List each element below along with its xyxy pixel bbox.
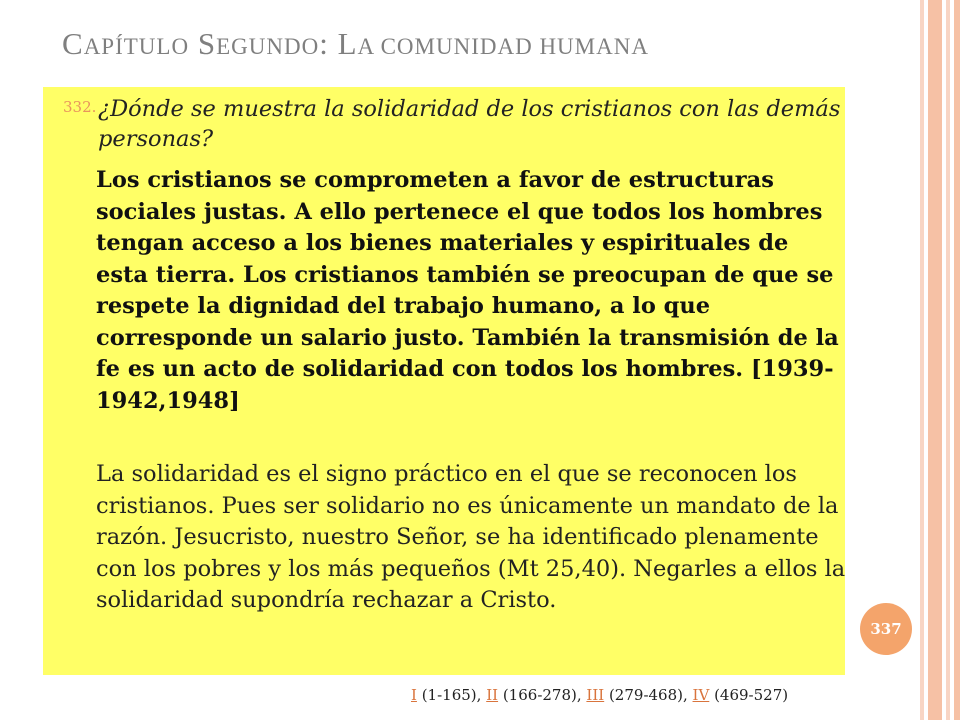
part-range-3: (279-468), — [604, 686, 693, 704]
part-range-4: (469-527) — [709, 686, 789, 704]
answer-text: Los cristianos se comprometen a favor de estructuras sociales justas. A ello pertenece el que todos los hombres tengan acceso a los bienes materiales y espirituales de esta tierra. Los cristianos también se preocupan de que se respete la dignidad del trabajo humano, a lo que corresponde un salario justo. También la transmisión de la fe es un acto de solidaridad con todos los hombres. [1939-1942,1948] — [96, 167, 839, 414]
title-cap-2: S — [197, 26, 217, 61]
question-text: ¿Dónde se muestra la solidaridad de los cristianos con las demás personas? — [98, 96, 841, 152]
part-range-1: (1-165), — [416, 686, 487, 704]
question-block — [63, 94, 853, 154]
part-link-2[interactable]: II — [486, 686, 499, 704]
slide-title — [62, 26, 649, 62]
stripe-3 — [946, 0, 950, 720]
comment-text: La solidaridad es el signo práctico en el que se reconocen los cristianos. Pues ser solidario no es únicamente un mandato de la razón. Jesucristo, nuestro Señor, se ha identificado plenamente con los pobres y los más pequeños (Mt 25,40). Negarles a ellos la solidaridad supondría rechazar a Cristo. — [96, 461, 846, 613]
part-link-3[interactable]: III — [586, 686, 605, 704]
stripe-2 — [928, 0, 942, 720]
stripe-1 — [920, 0, 924, 720]
stripe-4 — [954, 0, 960, 720]
part-range-2: (166-278), — [498, 686, 587, 704]
title-rest-3: A COMUNIDAD HUMANA — [357, 34, 649, 59]
decorative-side-stripes — [920, 0, 960, 720]
title-cap-3: L — [337, 26, 358, 61]
title-rest-1: APÍTULO — [83, 34, 190, 59]
part-link-1[interactable]: I — [411, 686, 417, 704]
question-number: 332. — [63, 98, 97, 116]
title-cap-1: C — [62, 26, 84, 61]
title-colon: : — [319, 26, 329, 61]
page-number-badge: 337 — [860, 603, 912, 655]
footer-navigation — [411, 686, 788, 704]
part-link-4[interactable]: IV — [692, 686, 710, 704]
title-rest-2: EGUNDO — [216, 34, 320, 59]
